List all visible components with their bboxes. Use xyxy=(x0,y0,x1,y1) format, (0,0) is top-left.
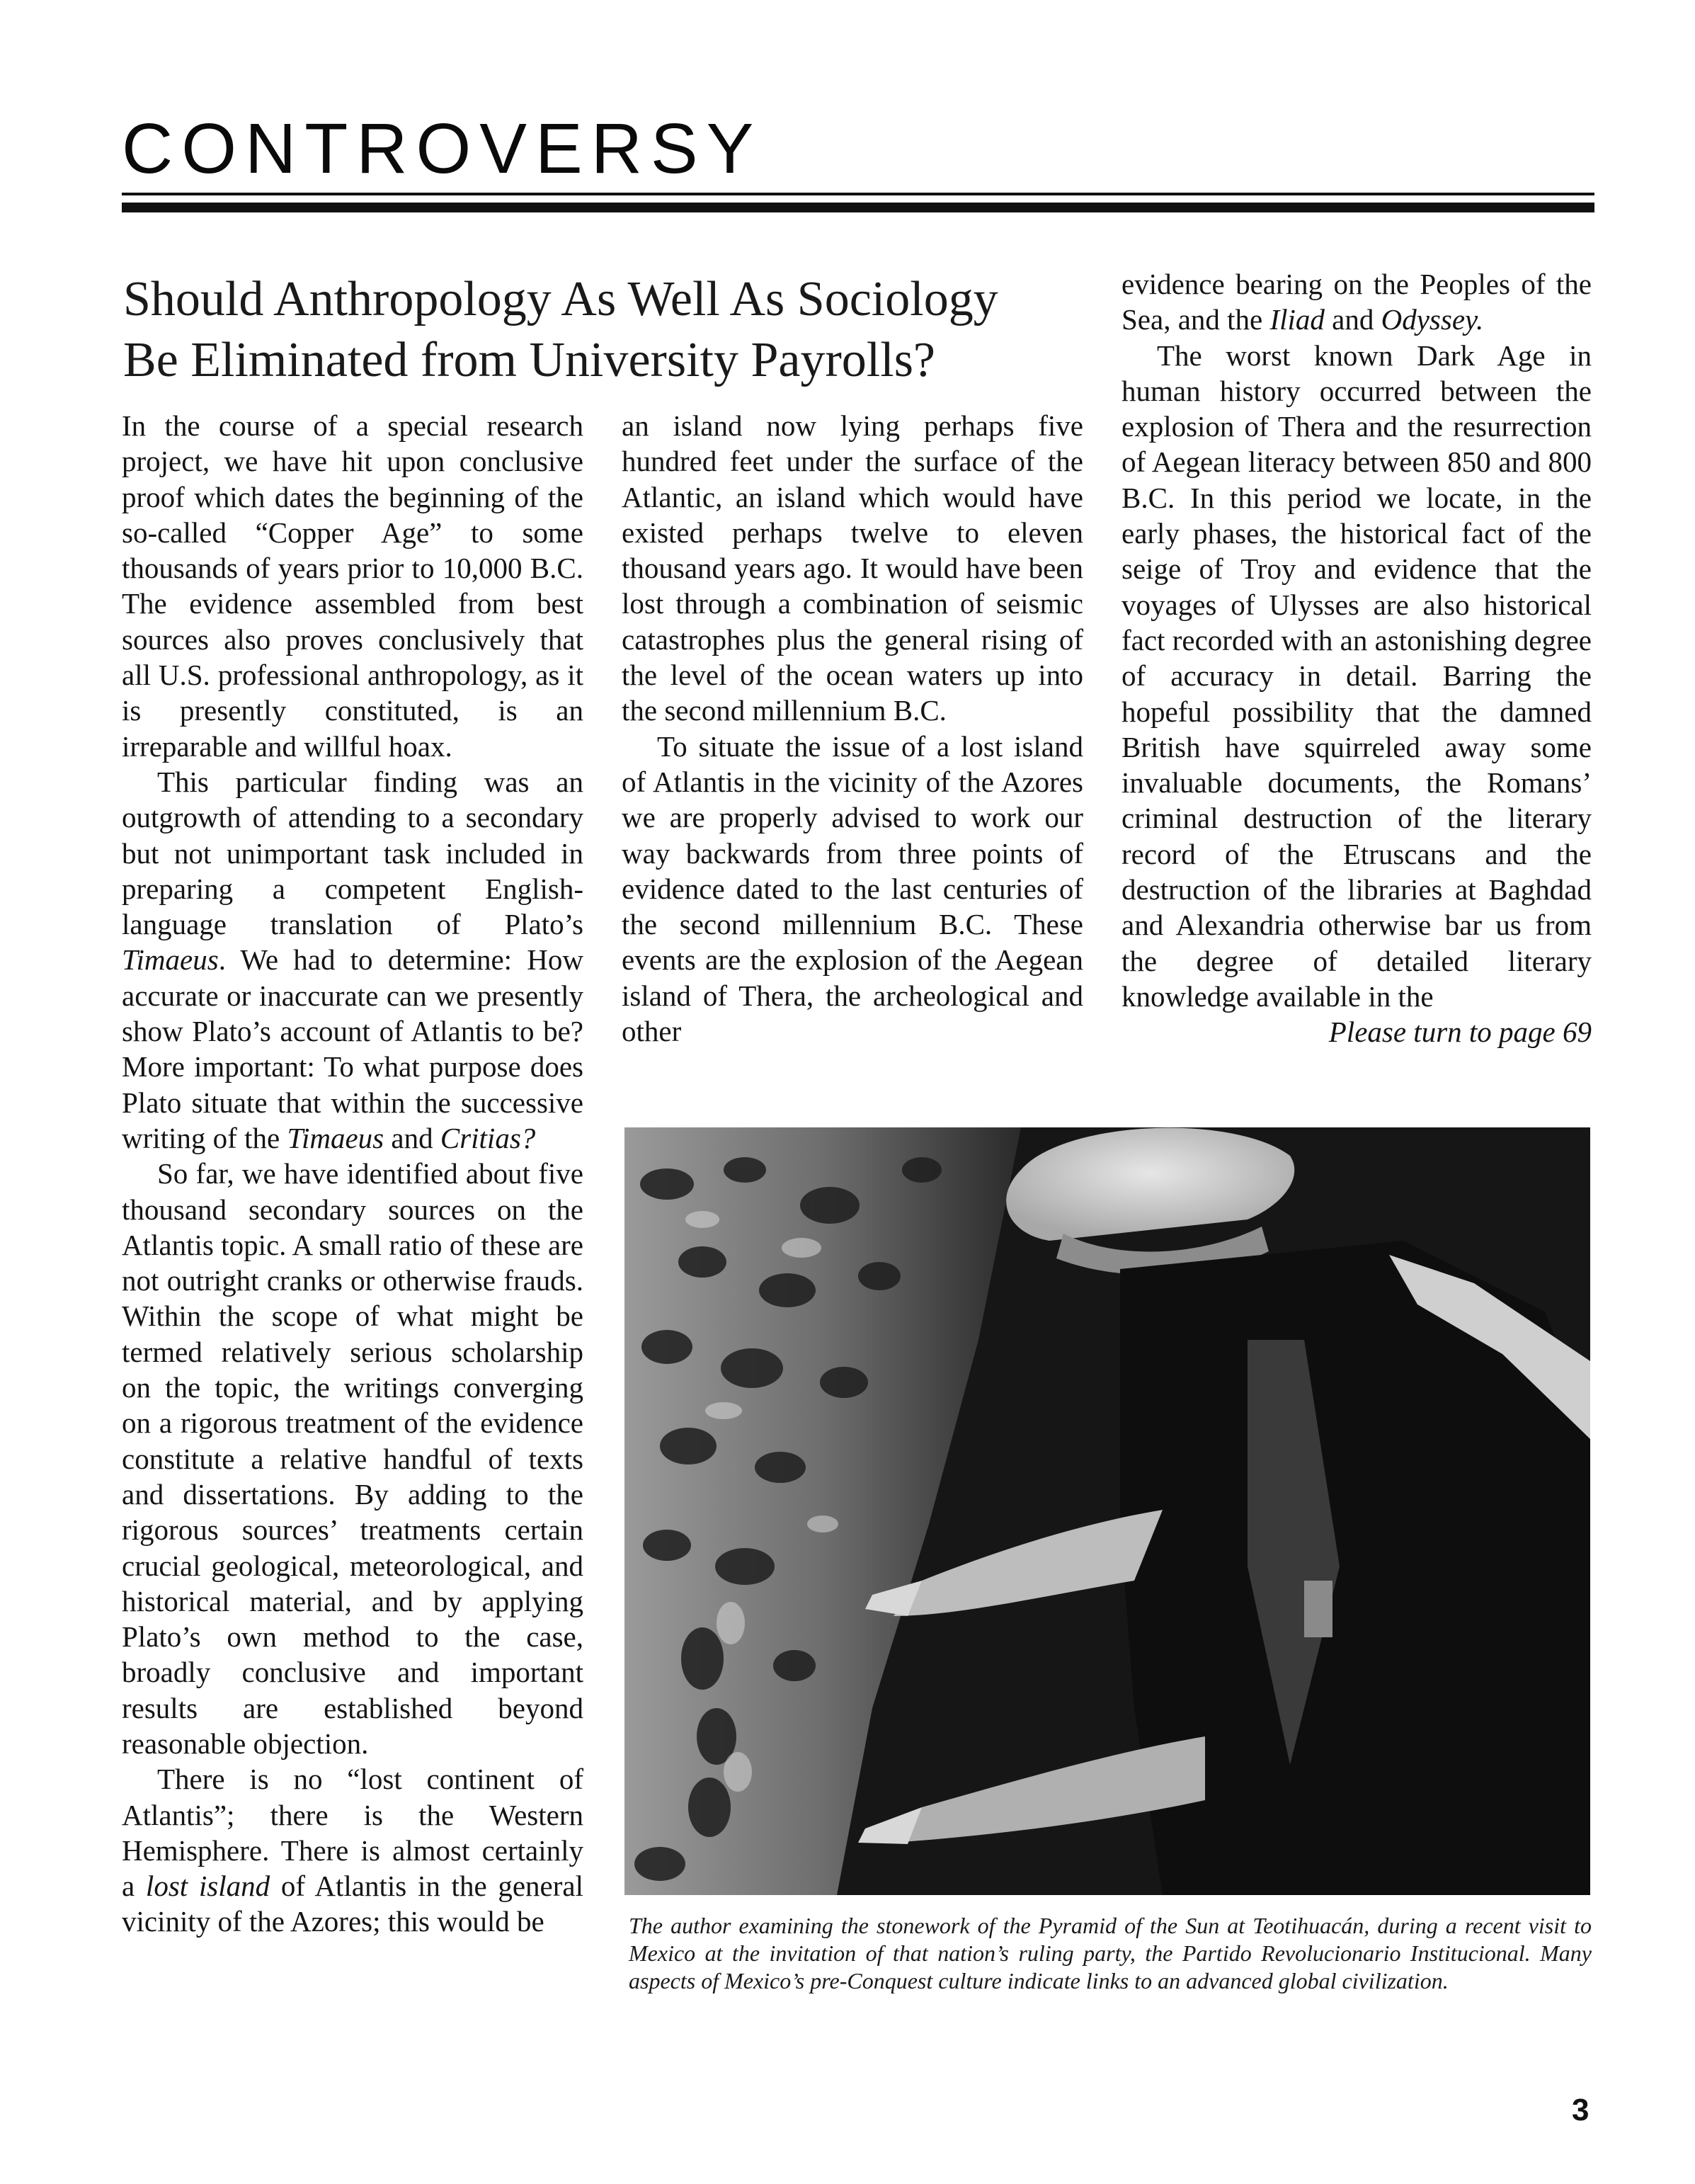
page-number: 3 xyxy=(1572,2093,1590,2127)
header-rule-thin xyxy=(122,193,1594,195)
photo-caption: The author examining the stonework of the Pyramid of the Sun at Teotihuacán, during a recent visit to Mexico at the invitation of that nation’s ruling party, the Partido Revolucionario Institucional. Many aspects of Mexico’s pre-Conquest culture indicate links to an advanced global civilization. xyxy=(629,1913,1592,1994)
author-photo xyxy=(624,1127,1590,1895)
paragraph: To situate the issue of a lost island of Atlantis in the vicinity of the Azores we are properly advised to work our way backwards from three points of evidence dated to the last centuries of the second millennium B.C. These events are the explosion of the Aegean island of Thera, the archeological and other xyxy=(622,729,1083,1048)
continued-notice: Please turn to page 69 xyxy=(1328,1016,1592,1049)
text-column-1 xyxy=(122,408,583,1940)
paragraph: So far, we have identified about five thousand secondary sources on the Atlantis topic. A small ratio of these are not outright cranks or otherwise frauds. Within the scope of what might be termed relatively serious scholarship on the topic, the writings converging on a rigorous treatment of the evidence constitute a relative handful of texts and dissertations. By adding to the rigorous sources’ treatments certain crucial geological, meteorological, and historical material, and by applying Plato’s own method to the case, broadly conclusive and important results are established beyond reasonable objection. xyxy=(122,1157,583,1760)
text-column-2 xyxy=(622,408,1083,1049)
paragraph: an island now lying perhaps five hundred feet under the surface of the Atlantic, an island which would have existed perhaps twelve to eleven thousand years ago. It would have been lost through a combination of seismic catastrophes plus the general rising of the level of the ocean waters up into the second millennium B.C. xyxy=(622,409,1083,727)
paragraph: There is no “lost continent of Atlantis”; there is the Western Hemisphere. There is almost certainly a lost island of Atlantis in the general vicinity of the Azores; this would be xyxy=(122,1763,583,1938)
header-rule-thick xyxy=(122,203,1594,212)
photo-illustration xyxy=(624,1127,1590,1895)
article-headline: Should Anthropology As Well As Sociology Be Eliminated from University Payrolls? xyxy=(123,272,998,387)
section-title: CONTROVERSY xyxy=(122,109,763,188)
paragraph: evidence bearing on the Peoples of the Sea, and the Iliad and Odyssey. xyxy=(1122,268,1592,336)
paragraph: This particular finding was an outgrowth of attending to a secondary but not unimportant task included in preparing a competent English-language translation of Plato’s Timaeus. We had to determine: How accurate or inaccurate can we presently show Plato’s account of Atlantis to be? More important: To what purpose does Plato situate that within the successive writing of the Timaeus and Critias? xyxy=(122,765,583,1154)
text-column-3 xyxy=(1122,266,1592,1050)
paragraph: In the course of a special research project, we have hit upon conclusive proof which dates the beginning of the so-called “Copper Age” to some thousands of years prior to 10,000 B.C. The evidence assembled from best sources also proves conclusively that all U.S. professional anthropology, as it is presently constituted, is an irreparable and willful hoax. xyxy=(122,409,583,763)
paragraph: The worst known Dark Age in human history occurred between the explosion of Thera and the resurrection of Aegean literacy between 850 and 800 B.C. In this period we locate, in the early phases, the historical fact of the seige of Troy and evidence that the voyages of Ulysses are also historical fact recorded with an astonishing degree of accuracy in detail. Barring the hopeful possibility that the damned British have squirreled away some invaluable documents, the Romans’ criminal destruction of the literary record of the Etruscans and the destruction of the libraries at Baghdad and Alexandria otherwise bar us from the degree of detailed literary knowledge available in the xyxy=(1122,339,1592,1013)
